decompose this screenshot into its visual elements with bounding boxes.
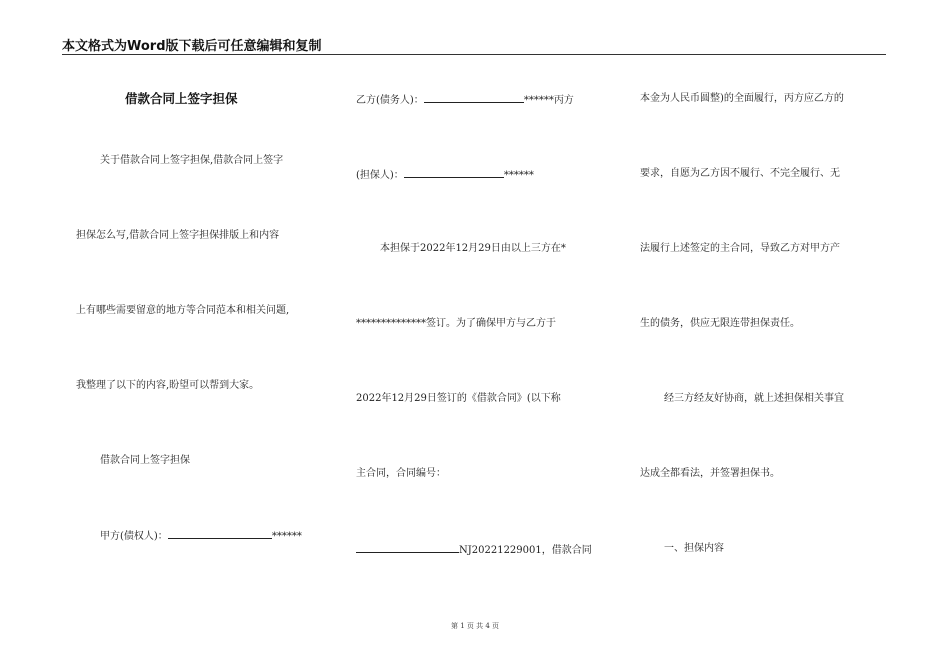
paragraph-line: 我整理了以下的内容,盼望可以帮到大家。 bbox=[76, 380, 260, 391]
page-footer: 第 1 页 共 4 页 bbox=[450, 622, 500, 630]
party-a-label: 甲方(债权人)： bbox=[100, 531, 168, 542]
paragraph-line: 生的债务，供应无限连带担保责任。 bbox=[640, 318, 800, 329]
guarantor-line bbox=[356, 168, 534, 182]
paragraph-line: 达成全都看法，并签署担保书。 bbox=[640, 468, 780, 479]
paragraph-line: 关于借款合同上签字担保,借款合同上签字 bbox=[100, 155, 284, 166]
contract-number: NJ20221229001，借款合同 bbox=[459, 545, 592, 556]
paragraph-line: 本担保于2022年12月29日由以上三方在* bbox=[380, 243, 566, 254]
party-a-mask: ****** bbox=[271, 531, 302, 542]
guarantor-label: (担保人)： bbox=[356, 170, 404, 181]
party-b-line bbox=[356, 93, 574, 107]
paragraph-line: 担保怎么写,借款合同上签字担保排版上和内容 bbox=[76, 230, 280, 241]
contract-number-line bbox=[356, 543, 592, 557]
party-a-line bbox=[100, 529, 302, 543]
section-heading: 一、担保内容 bbox=[664, 543, 724, 554]
blank-field bbox=[424, 93, 524, 103]
party-b-mask: ******丙方 bbox=[523, 95, 574, 106]
party-b-label: 乙方(债务人)： bbox=[356, 95, 424, 106]
paragraph-line: 要求，自愿为乙方因不履行、不完全履行、无 bbox=[640, 168, 840, 179]
document-title: 借款合同上签字担保 bbox=[125, 91, 238, 106]
paragraph-line: 经三方经友好协商，就上述担保相关事宜 bbox=[664, 393, 844, 404]
section-heading: 借款合同上签字担保 bbox=[100, 455, 190, 466]
paragraph-line: 法履行上述签定的主合同，导致乙方对甲方产 bbox=[640, 243, 840, 254]
paragraph-line: 2022年12月29日签订的《借款合同》(以下称 bbox=[356, 393, 561, 404]
blank-field bbox=[356, 543, 459, 553]
document-header bbox=[62, 34, 886, 55]
paragraph-line: 上有哪些需要留意的地方等合同范本和相关问题, bbox=[76, 305, 290, 316]
blank-field bbox=[404, 168, 504, 178]
paragraph-line: 本金为人民币圆整)的全面履行，丙方应乙方的 bbox=[640, 93, 844, 104]
paragraph-line: 主合同，合同编号： bbox=[356, 468, 446, 479]
guarantor-mask: ****** bbox=[503, 170, 534, 181]
header-title: 本文格式为Word版下载后可任意编辑和复制 bbox=[62, 39, 322, 54]
blank-field bbox=[168, 529, 272, 539]
paragraph-line: **************签订。为了确保甲方与乙方于 bbox=[356, 318, 556, 329]
